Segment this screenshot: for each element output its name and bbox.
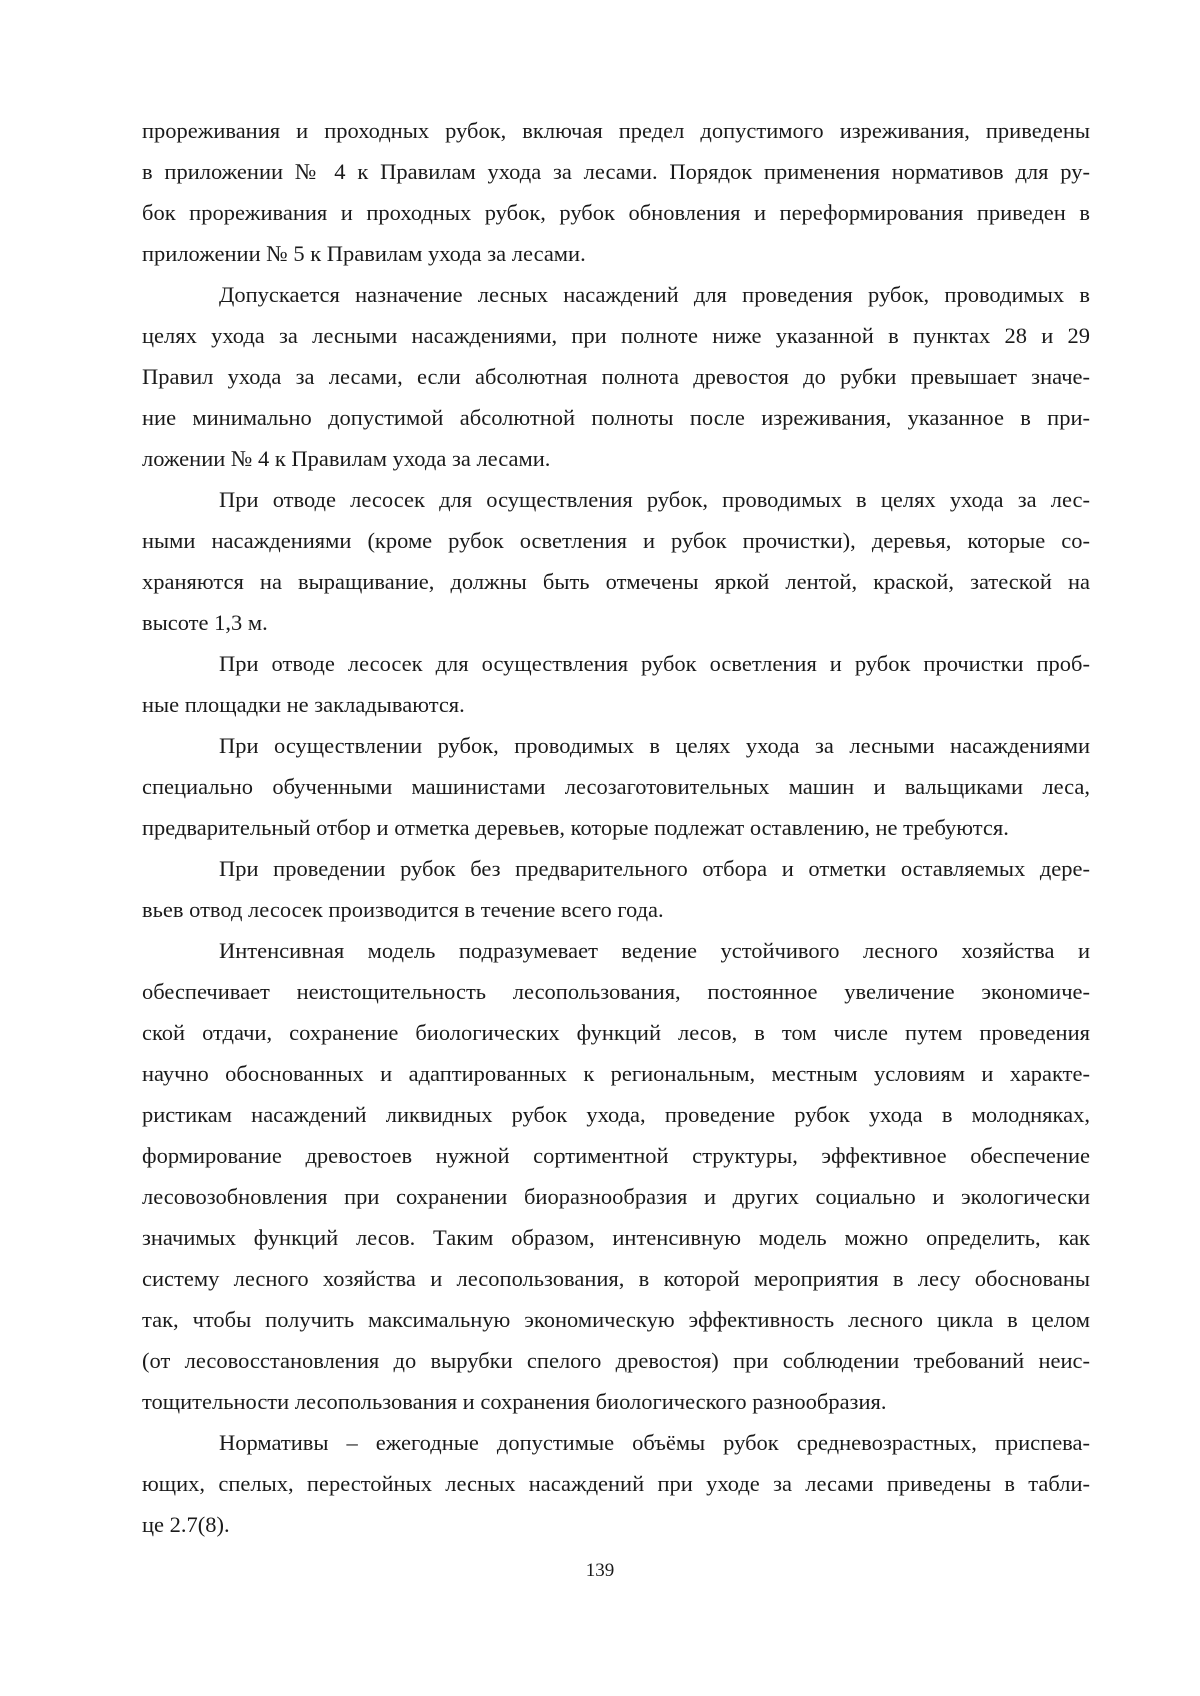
- text-line: значимых функций лесов. Таким образом, интенсивную модель можно определить, как: [142, 1225, 1090, 1250]
- paragraph: [142, 479, 1090, 643]
- document-body: [142, 110, 1090, 1545]
- text-line: прореживания и проходных рубок, включая предел допустимого изреживания, приведены: [142, 118, 1090, 143]
- text-line: целях ухода за лесными насаждениями, при полноте ниже указанной в пунктах 28 и 29: [142, 323, 1090, 348]
- text-line: ные площадки не закладываются.: [142, 692, 465, 717]
- text-line: храняются на выращивание, должны быть отмечены яркой лентой, краской, затеской на: [142, 569, 1090, 594]
- page-number: 139: [585, 1560, 615, 1581]
- text-line: Интенсивная модель подразумевает ведение устойчивого лесного хозяйства и: [219, 938, 1090, 963]
- text-line: приложении № 5 к Правилам ухода за лесами.: [142, 241, 586, 266]
- text-line: высоте 1,3 м.: [142, 610, 268, 635]
- text-line: формирование древостоев нужной сортиментной структуры, эффективное обеспечение: [142, 1143, 1090, 1168]
- text-line: ристикам насаждений ликвидных рубок ухода, проведение рубок ухода в молодняках,: [142, 1102, 1090, 1127]
- text-line: лесовозобновления при сохранении биоразнообразия и других социально и экологически: [142, 1184, 1090, 1209]
- paragraph: [142, 930, 1090, 1422]
- text-line: бок прореживания и проходных рубок, рубок обновления и переформирования приведен в: [142, 200, 1090, 225]
- text-line: Допускается назначение лесных насаждений для проведения рубок, проводимых в: [219, 282, 1090, 307]
- text-line: При отводе лесосек для осуществления рубок осветления и рубок прочистки проб-: [219, 651, 1090, 676]
- paragraph: [142, 848, 1090, 930]
- paragraph: [142, 110, 1090, 274]
- text-line: Правил ухода за лесами, если абсолютная полнота древостоя до рубки превышает значе-: [142, 364, 1090, 389]
- text-line: вьев отвод лесосек производится в течение всего года.: [142, 897, 664, 922]
- text-line: ние минимально допустимой абсолютной полноты после изреживания, указанное в при-: [142, 405, 1090, 430]
- paragraph: [142, 1422, 1090, 1545]
- text-line: При осуществлении рубок, проводимых в целях ухода за лесными насаждениями: [219, 733, 1090, 758]
- text-line: обеспечивает неистощительность лесопользования, постоянное увеличение экономиче-: [142, 979, 1090, 1004]
- text-line: Нормативы – ежегодные допустимые объёмы рубок средневозрастных, приспева-: [219, 1430, 1090, 1455]
- text-line: При отводе лесосек для осуществления рубок, проводимых в целях ухода за лес-: [219, 487, 1090, 512]
- text-line: ложении № 4 к Правилам ухода за лесами.: [142, 446, 551, 471]
- text-line: тощительности лесопользования и сохранения биологического разнообразия.: [142, 1389, 887, 1414]
- text-line: ющих, спелых, перестойных лесных насаждений при уходе за лесами приведены в табли-: [142, 1471, 1090, 1496]
- text-line: научно обоснованных и адаптированных к региональным, местным условиям и характе-: [142, 1061, 1090, 1086]
- text-line: в приложении № 4 к Правилам ухода за лесами. Порядок применения нормативов для ру-: [142, 159, 1090, 184]
- text-line: (от лесовосстановления до вырубки спелого древостоя) при соблюдении требований неис-: [142, 1348, 1090, 1373]
- text-line: предварительный отбор и отметка деревьев, которые подлежат оставлению, не требуются.: [142, 815, 1009, 840]
- text-line: так, чтобы получить максимальную экономическую эффективность лесного цикла в целом: [142, 1307, 1090, 1332]
- paragraph: [142, 725, 1090, 848]
- text-line: ской отдачи, сохранение биологических функций лесов, в том числе путем проведения: [142, 1020, 1090, 1045]
- text-line: систему лесного хозяйства и лесопользования, в которой мероприятия в лесу обоснованы: [142, 1266, 1090, 1291]
- text-line: це 2.7(8).: [142, 1512, 230, 1537]
- text-line: специально обученными машинистами лесозаготовительных машин и вальщиками леса,: [142, 774, 1090, 799]
- paragraph: [142, 274, 1090, 479]
- paragraph: [142, 643, 1090, 725]
- text-line: ными насаждениями (кроме рубок осветления и рубок прочистки), деревья, которые со-: [142, 528, 1090, 553]
- text-line: При проведении рубок без предварительного отбора и отметки оставляемых дере-: [219, 856, 1090, 881]
